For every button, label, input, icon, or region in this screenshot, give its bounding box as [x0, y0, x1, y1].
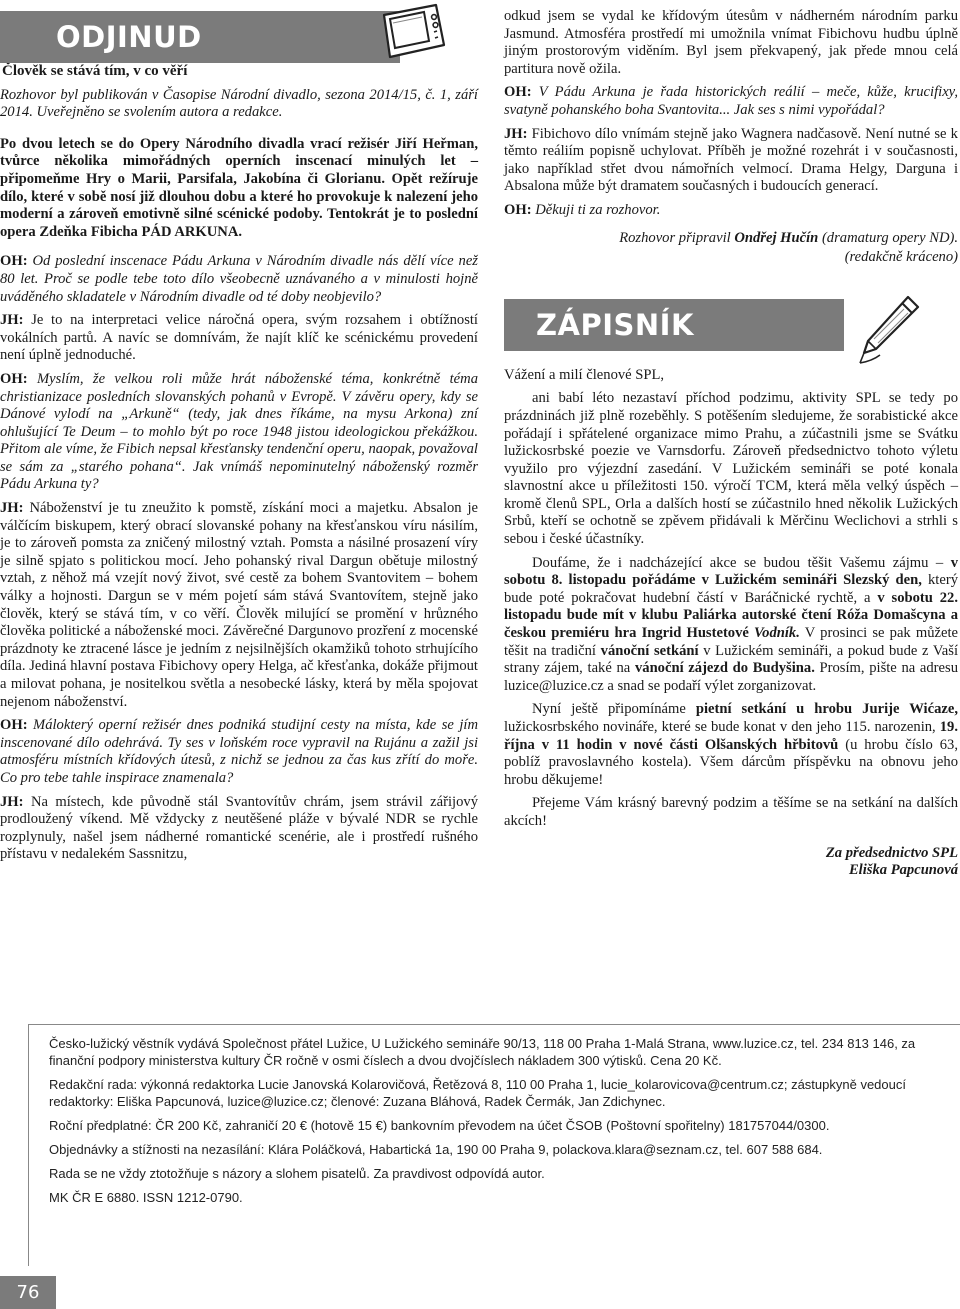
- interview-answer: [0, 794, 478, 864]
- speaker-label: OH:: [0, 370, 28, 387]
- speaker-label: OH:: [0, 253, 28, 270]
- qa-text: Od poslední inscenace Pádu Arkuna v Národním divadle nás dělí více než 80 let. Proč se podle tebe toto dílo všeobecně uznávaného a v minulosti hojně uváděného skladatele v Národním divadle od té doby neobjevilo?: [0, 253, 478, 305]
- signature-name: Eliška Papcunová: [848, 862, 958, 879]
- speaker-label: JH:: [0, 793, 24, 810]
- zapisnik-paragraph-4: Přejeme Vám krásný barevný podzim a těšíme se na setkání na dalších akcích!: [504, 795, 958, 829]
- qa-text: Málokterý operní režisér dnes podniká studijní cesty na místa, kde se jím inscenované dílo odehrává. Ty ses v loňském roce vypravil na Rujánu a zažil jsi atmosféru místních křídových útesů, z nichž se jednou za čas kus zřítí do moře. Co pro tebe tahle inspirace znamenala?: [0, 717, 478, 786]
- pencil-icon: [846, 289, 926, 369]
- interview-continuation: odkud jsem se vydal ke křídovým útesům v nádherném národním parku Jasmund. Atmosféra prostředí mi umožnila vnímat Fibichovu hudbu úplně jiným prostorovým viděním. Byl jsem překvapený, jak přede mnou celá partitura nově ožila.: [504, 8, 958, 77]
- speaker-label: JH:: [504, 125, 528, 142]
- interview-question: [0, 253, 478, 306]
- credit-name: Ondřej Hučín: [734, 229, 819, 246]
- qa-text: Na místech, kde původně stál Svantovítův chrám, jsem strávil zářijový prodloužený víkend. Mě vždycky z neutěšené pláže v bývalé NDR se rychle rozplynuly, našel jsem nádherné romantické scenérie, ale i prostředí rušného přístavu v nedalekém Sassnitzu,: [0, 793, 478, 863]
- impressum-registration: MK ČR E 6880. ISSN 1212-0790.: [49, 1190, 243, 1205]
- interview-question: [0, 717, 478, 787]
- section-header-odjinud: [0, 11, 400, 63]
- interview-question: [504, 84, 958, 119]
- page-number: 76: [0, 1276, 56, 1309]
- article-source: Rozhovor byl publikován v Časopise Národní divadlo, sezona 2014/15, č. 1, září 2014. Uveřejněno se svolením autora a redakce.: [0, 86, 478, 121]
- speaker-label: OH:: [504, 84, 532, 101]
- article-title: Člověk se stává tím, v co věří: [2, 63, 188, 79]
- section-title: ODJINUD: [56, 20, 202, 54]
- interview-question: [0, 371, 478, 494]
- qa-text: V Pádu Arkuna je řada historických reálií – meče, kůže, krucifixy, svatyně pohanského boha Svantovita... Jak ses s nimi vypořádal?: [504, 84, 958, 118]
- section-title-zapisnik: ZÁPISNÍK: [536, 307, 694, 342]
- section-header-zapisnik: [504, 299, 844, 351]
- zapisnik-paragraph-1: ani babí léto nezastaví příchod podzimu, aktivity SPL se tedy po prázdninách již plně rozeběhly. S potěšením sledujeme, že sorabistické akce pořádají i spřátelené organizace mimo Prahu, a zúčastnili jsme se Svátku lužickosrbské poezie ve Varnsdorfu. Zároveň předsednictvo tohoto výletu využilo pro výjezdní zasedání. V Lužickém semináři se poté konala slavnostní akce u příležitosti 150. výročí TCM, která měla velký úspěch – kromě členů SPL, Orla a dalších hostí se zúčastnilo hned několik Lužických Srbů, kteří se ochotně se zpěvem přidávali k Měrčinu Weclichovi a strhli s sebou i české účastníky.: [504, 390, 958, 548]
- speaker-label: JH:: [0, 500, 24, 517]
- speaker-label: OH:: [0, 717, 28, 734]
- article-lead: Po dvou letech se do Opery Národního divadla vrací režisér Jiří Heřman, tvůrce několika mimořádných operních inscenací minulých let – připomeňme Hry o Marii, Parsifala, Jakobína či Glorianu. Opět režíruje dílo, které v sobě nosí již dlouhou dobu a které ho provokuje k nalezení jeho moderní a zároveň emotivně silné scénické podoby. Tentokrát je to poslední opera Zdeňka Fibicha PÁD ARKUNA.: [0, 135, 478, 240]
- qa-text: Fibichovo dílo vnímám stejně jako Wagnera nadčasově. Není nutné se k těmto reáliím popisně uchylovat. Příběh je možné rozehrát i v současnosti, jako například střet dvou námořních velmocí. Drama Helgy, Darguna i Absalona může být dramatem současných i budoucích generací.: [504, 125, 958, 195]
- interview-question: [504, 202, 958, 220]
- qa-text: Je to na interpretaci velice náročná opera, svým rozsahem i obtížností vokálních partů. A navíc se domnívám, že najít klíč ke scénickému provedení není úplně jednoduché.: [0, 312, 478, 364]
- impressum-subscription: Roční předplatné: ČR 200 Kč, zahraničí 20 € (hotově 15 €) bankovním převodem na účet ČSOB (Poštovní spořitelny) 181757044/0300.: [49, 1118, 830, 1133]
- right-column: [504, 8, 958, 880]
- zapisnik-greeting: Vážení a milí členové SPL,: [504, 366, 665, 383]
- zapisnik-paragraph-3: Nyní ještě připomínáme pietní setkání u hrobu Jurije Wićaze, lužickosrbského novináře, které se bude konat v den jeho 115. narozenin, 19. října v 11 hodin v nové části Olšanských hřbitovů (u hrobu číslo 63, poblíž pravoslavného kostela). Všem dárcům příspěvku na obnovu jeho hrobu děkujeme!: [504, 701, 958, 788]
- impressum-orders: Objednávky a stížnosti na nezasílání: Klára Poláčková, Habartická 1a, 190 00 Praha 9, polackova.klara@seznam.cz, tel. 607 588 684.: [49, 1142, 823, 1157]
- speaker-label: OH:: [504, 201, 532, 218]
- impressum-disclaimer: Rada se ne vždy ztotožňuje s názory a slohem pisatelů. Za pravdivost odpovídá autor.: [49, 1166, 545, 1181]
- tv-icon: [378, 1, 450, 63]
- qa-text: Náboženství je tu zneužito k pomstě, získání moci a majetku. Absalon je válčícím biskupem, který obrací slovanské pohany na křesťanskou víru násilím, je to zároveň pomsta za zničený milostný vztah. Pomsta a násilné prosazení víry je silně spjato s politickou mocí. Jeho pohanský rival Dargun obětuje milostný vztah, z něhož má vzejít nový život, své cestě za bohem Svantovitem – bohem války a hojnosti. Dargun se v mém pojetí sám stává Svantovítem, stejně jako člověk, který se stává tím, v co věří. Člověk milující se promění v hrůzného člověka politické a náboženské moci. Závěrečné Dargunovo prozření z mocenské prázdnoty ke ztracené lásce je jedním z nejsilnějších okamžiků tohoto strhujícího díla. Jediná hlavní postava Fibichovy opery Helga, ač křesťanka, dokáže přijmout a milovat pohana, je nositelkou světla a nesobecké lásky, která by měla spojovat nejenom náboženství.: [0, 500, 478, 710]
- interview-qa-list: [0, 253, 478, 864]
- impressum-publisher: Česko-lužický věstník vydává Společnost přátel Lužice, U Lužického semináře 90/13, 118 00 Praha 1-Malá Strana, www.luzice.cz, tel. 234 813 146, za finanční podpory ministerstva kultury ČR ročně v osmi číslech a dvou dvojčíslech nákladem 300 výtisků. Cena 20 Kč.: [49, 1036, 916, 1068]
- left-column: [0, 0, 478, 870]
- speaker-label: JH:: [0, 312, 24, 329]
- qa-text: Myslím, že velkou roli může hrát náboženské téma, konkrétně téma christianizace posledních slovanských pohanů v Evropě. V závěru opery, kdy se Dánové vylodí na „Arkuně“ (tedy, jak dnes říkáme, na mysu Arkona) zní ohlušující Te Deum – to mohlo být po roce 1948 jistou ideologickou překážkou. Přitom ale víme, že Fibich nepsal křesťansky tendenční operu, naopak, považoval se sám za „starého pohana“. Jak vnímáš nepominutelný náboženský rozměr Pádu Arkuna ty?: [0, 370, 478, 493]
- impressum-editorial-board: Redakční rada: výkonná redaktorka Lucie Janovská Kolarovičová, Řetězová 8, 110 00 Praha 1, lucie_kolarovicova@centrum.cz; zástupkyně vedoucí redaktorky: Eliška Papcunová, luzice@luzice.cz; členové: Zuzana Bláhová, Radek Čermák, Jan Zdichynec.: [49, 1077, 906, 1109]
- article-shortened-note: (redakčně kráceno): [844, 249, 958, 266]
- signature-line-1: Za předsednictvo SPL: [825, 844, 958, 861]
- interview-answer: [504, 126, 958, 196]
- zapisnik-paragraph-2: Doufáme, že i nadcházející akce se budou těšit Vašemu zájmu – v sobotu 8. listopadu pořádáme v Lužickém semináři Slezský den, který bude poté pokračovat hudební částí v Baráčnické rychtě, a v sobotu 22. listopadu bude mít v klubu Paliárka autorské čtení Róža Domašcyna a českou premiéru hra Ingrid Hustetové Vodník. V prosinci se pak můžete těšit na tradiční vánoční setkání v Lužickém semináři, a pokud bude z Vaší strany zájem, také na vánoční zájezd do Budyšina. Prosím, pište na adresu luzice@luzice.cz a snad se podaří výlet zorganizovat.: [504, 554, 959, 694]
- interview-qa-list-continued: [504, 84, 958, 219]
- interview-answer: [0, 500, 478, 711]
- interview-answer: [0, 312, 478, 365]
- qa-text: Děkuji ti za rozhovor.: [535, 201, 661, 218]
- impressum-box: [28, 1024, 960, 1266]
- article-credit: Rozhovor připravil Ondřej Hučín (dramaturg opery ND).: [619, 229, 958, 246]
